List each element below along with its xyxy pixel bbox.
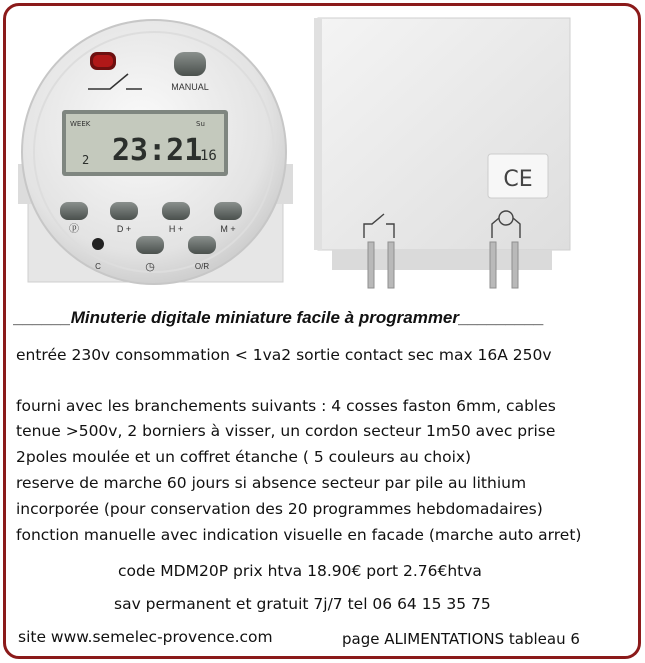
reset-label: C bbox=[95, 262, 101, 271]
day-plus-label: D + bbox=[116, 224, 132, 234]
lcd-display bbox=[62, 110, 228, 176]
spec-line-backup: reserve de marche 60 jours si absence secteur par pile au lithium bbox=[16, 474, 527, 492]
minute-plus-button[interactable] bbox=[214, 202, 242, 220]
title-text: Minuterie digitale miniature facile à programmer bbox=[70, 308, 460, 327]
page-reference: page ALIMENTATIONS tableau 6 bbox=[342, 630, 580, 648]
ce-mark: CE bbox=[503, 167, 533, 192]
onoff-button[interactable] bbox=[188, 236, 216, 254]
manual-label: MANUAL bbox=[171, 82, 209, 92]
product-title bbox=[14, 308, 544, 328]
program-button[interactable] bbox=[60, 202, 88, 220]
timer-back-photo bbox=[312, 14, 584, 292]
hour-plus-label: H + bbox=[168, 224, 184, 234]
onoff-label: O/R bbox=[194, 262, 210, 271]
service-line: sav permanent et gratuit 7j/7 tel 06 64 15 35 75 bbox=[114, 595, 491, 613]
minute-plus-label: M + bbox=[220, 224, 236, 234]
ce-mark-area bbox=[488, 154, 548, 198]
price-line: code MDM20P prix htva 18.90€ port 2.76€htva bbox=[118, 562, 482, 580]
title-underline-left: ______ bbox=[14, 308, 71, 327]
spec-line-input: entrée 230v consommation < 1va2 sortie contact sec max 16A 250v bbox=[16, 346, 552, 364]
program-button-label: ⓟ bbox=[69, 224, 79, 235]
lcd-day-digit: 2 bbox=[82, 153, 90, 167]
site-link[interactable]: site www.semelec-provence.com bbox=[18, 628, 273, 646]
clock-icon: ◷ bbox=[145, 261, 155, 273]
spec-line-manual: fonction manuelle avec indication visuelle en facade (marche auto arret) bbox=[16, 526, 582, 544]
lcd-seconds: 16 bbox=[200, 148, 217, 164]
timer-front-photo bbox=[18, 14, 293, 292]
spec-line-programs: incorporée (pour conservation des 20 programmes hebdomadaires) bbox=[16, 500, 543, 518]
spec-line-cables: tenue >500v, 2 borniers à visser, un cordon secteur 1m50 avec prise bbox=[16, 422, 556, 440]
hour-plus-button[interactable] bbox=[162, 202, 190, 220]
reset-button[interactable] bbox=[92, 238, 104, 250]
lcd-day-label: Su bbox=[196, 120, 205, 128]
spec-line-supplied: fourni avec les branchements suivants : 4 cosses faston 6mm, cables bbox=[16, 397, 556, 415]
manual-button[interactable] bbox=[174, 52, 206, 76]
clock-button[interactable] bbox=[136, 236, 164, 254]
day-plus-button[interactable] bbox=[110, 202, 138, 220]
lcd-time: 23:21 bbox=[112, 133, 203, 168]
lcd-week-label: WEEK bbox=[70, 120, 91, 128]
spec-line-plug: 2poles moulée et un coffret étanche ( 5 couleurs au choix) bbox=[16, 448, 472, 466]
title-underline-right: _________ bbox=[459, 308, 545, 327]
status-led-icon bbox=[90, 52, 116, 70]
